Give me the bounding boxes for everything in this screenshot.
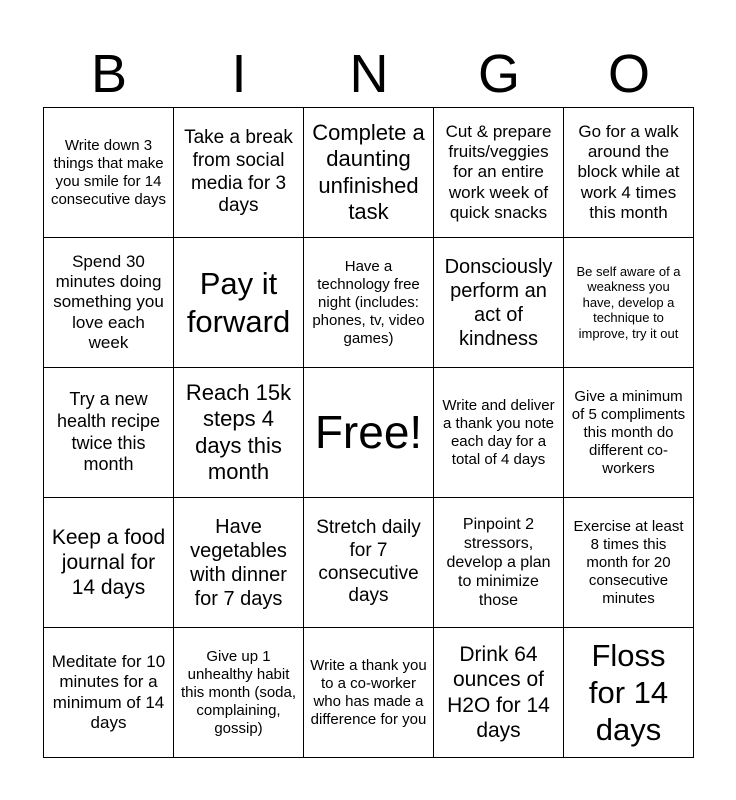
header-letter-i: I bbox=[231, 44, 247, 104]
bingo-cell[interactable]: Try a new health recipe twice this month bbox=[44, 368, 174, 498]
bingo-cell[interactable]: Pay it forward bbox=[174, 238, 304, 368]
bingo-header bbox=[44, 40, 694, 108]
bingo-cell[interactable]: Write and deliver a thank you note each day for a total of 4 days bbox=[434, 368, 564, 498]
bingo-cell[interactable]: Have vegetables with dinner for 7 days bbox=[174, 498, 304, 628]
header-letter-b: B bbox=[90, 44, 128, 104]
bingo-cell[interactable]: Stretch daily for 7 consecutive days bbox=[304, 498, 434, 628]
bingo-cell[interactable]: Exercise at least 8 times this month for 20 consecutive minutes bbox=[564, 498, 694, 628]
bingo-cell[interactable]: Complete a daunting unfinished task bbox=[304, 108, 434, 238]
board-row bbox=[44, 108, 694, 238]
bingo-cell[interactable]: Donsciously perform an act of kindness bbox=[434, 238, 564, 368]
board-row bbox=[44, 368, 694, 498]
bingo-cell[interactable]: Give a minimum of 5 compliments this month do different co-workers bbox=[564, 368, 694, 498]
bingo-cell[interactable]: Pinpoint 2 stressors, develop a plan to minimize those bbox=[434, 498, 564, 628]
header-letter-o: O bbox=[607, 44, 650, 104]
bingo-cell[interactable]: Spend 30 minutes doing something you love each week bbox=[44, 238, 174, 368]
bingo-cell[interactable]: Floss for 14 days bbox=[564, 628, 694, 758]
bingo-cell[interactable]: Drink 64 ounces of H2O for 14 days bbox=[434, 628, 564, 758]
board-row bbox=[44, 498, 694, 628]
bingo-cell[interactable]: Go for a walk around the block while at work 4 times this month bbox=[564, 108, 694, 238]
bingo-cell[interactable]: Have a technology free night (includes: phones, tv, video games) bbox=[304, 238, 434, 368]
bingo-cell[interactable]: Reach 15k steps 4 days this month bbox=[174, 368, 304, 498]
bingo-cell[interactable]: Write down 3 things that make you smile for 14 consecutive days bbox=[44, 108, 174, 238]
bingo-cell[interactable]: Meditate for 10 minutes for a minimum of 14 days bbox=[44, 628, 174, 758]
bingo-cell[interactable]: Cut & prepare fruits/veggies for an entire work week of quick snacks bbox=[434, 108, 564, 238]
board-row bbox=[44, 238, 694, 368]
bingo-cell[interactable]: Take a break from social media for 3 days bbox=[174, 108, 304, 238]
bingo-cell[interactable]: Keep a food journal for 14 days bbox=[44, 498, 174, 628]
bingo-cell[interactable]: Write a thank you to a co-worker who has made a difference for you bbox=[304, 628, 434, 758]
bingo-cell[interactable]: Be self aware of a weakness you have, develop a technique to improve, try it out bbox=[564, 238, 694, 368]
free-cell[interactable]: Free! bbox=[304, 368, 434, 498]
bingo-board bbox=[43, 107, 694, 758]
board-row bbox=[44, 628, 694, 758]
header-letter-g: G bbox=[477, 44, 520, 104]
header-letter-n: N bbox=[349, 44, 389, 104]
bingo-cell[interactable]: Give up 1 unhealthy habit this month (soda, complaining, gossip) bbox=[174, 628, 304, 758]
